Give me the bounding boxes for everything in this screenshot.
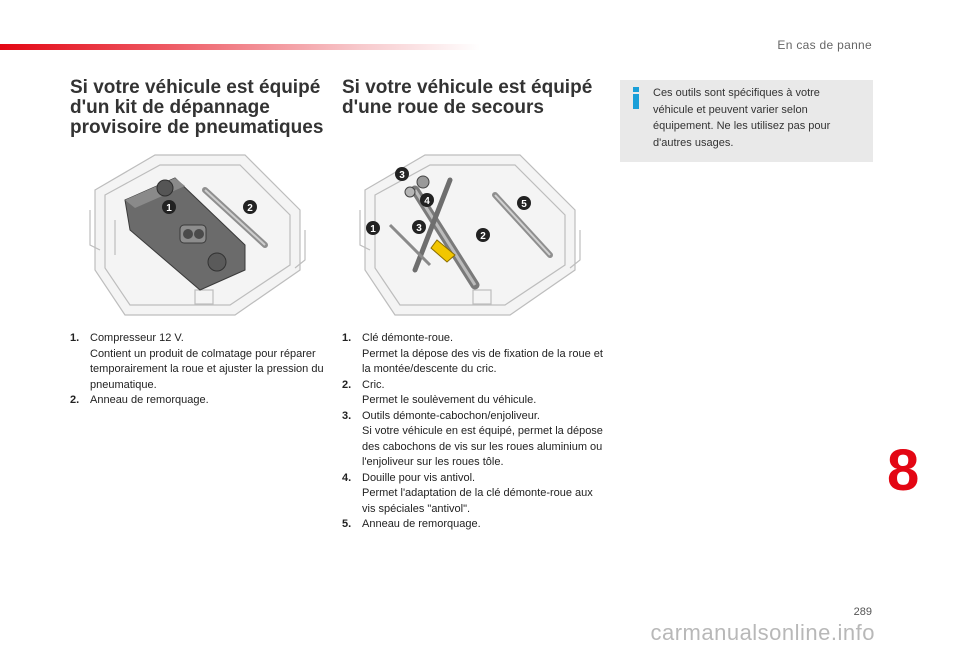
- list-item-text: Cric. Permet le soulèvement du véhicule.: [362, 378, 537, 406]
- callout-label: 2: [480, 231, 486, 242]
- right-item-list: [342, 331, 607, 533]
- watermark-text: carmanualsonline.info: [650, 620, 875, 645]
- list-item-text: Anneau de remorquage.: [90, 394, 209, 406]
- callout-label: 3: [416, 223, 422, 234]
- callout-label: 1: [370, 224, 376, 235]
- list-item-number: 2.: [70, 394, 80, 406]
- left-section-title: Si votre véhicule est équipé d'un kit de dépannage provisoire de pneumatiques: [70, 77, 324, 138]
- callout-label: 2: [247, 203, 253, 214]
- list-item-number: 1.: [70, 332, 80, 344]
- list-item-text: Douille pour vis antivol. Permet l'adaptation de la clé démonte-roue aux vis spéciales "antivol".: [362, 471, 593, 515]
- list-item-text: Clé démonte-roue. Permet la dépose des vis de fixation de la roue et la montée/descente du cric.: [362, 332, 603, 375]
- list-item: [342, 409, 607, 471]
- callout-label: 1: [166, 203, 172, 214]
- list-item-text: Compresseur 12 V. Contient un produit de colmatage pour réparer temporairement la roue et ajuster la pression du pneumatique.: [90, 332, 324, 391]
- chapter-number: 8: [887, 438, 920, 503]
- list-item: [342, 471, 607, 518]
- spare-wheel-tools-illustration: [355, 150, 585, 320]
- list-item-text: Anneau de remorquage.: [362, 518, 481, 530]
- list-item: [70, 331, 330, 393]
- page-number: 289: [853, 606, 872, 618]
- callout-label: 4: [424, 196, 430, 207]
- callout-label: 3: [399, 170, 405, 181]
- list-item-number: 1.: [342, 332, 352, 344]
- info-text: Ces outils sont spécifiques à votre véhicule et peuvent varier selon équipement. Ne les utilisez pas pour d'autres usages.: [653, 87, 831, 149]
- left-item-list: [70, 331, 330, 409]
- list-item: [342, 331, 607, 378]
- right-section-title: Si votre véhicule est équipé d'une roue de secours: [342, 77, 593, 118]
- info-box: [620, 80, 873, 162]
- repair-kit-illustration: [85, 150, 310, 320]
- list-item-number: 2.: [342, 378, 352, 391]
- list-item-number: 5.: [342, 518, 352, 530]
- list-item-number: 4.: [342, 471, 352, 484]
- header-red-bar: [0, 44, 480, 50]
- list-item: [342, 378, 607, 409]
- callout-label: 5: [521, 199, 527, 210]
- list-item-number: 3.: [342, 409, 352, 422]
- section-title: En cas de panne: [777, 38, 872, 52]
- info-icon: [631, 87, 641, 109]
- list-item-text: Outils démonte-cabochon/enjoliveur. Si votre véhicule en est équipé, permet la dépose des cabochons de vis sur les roues aluminium ou l'enjoliveur sur les roues tôle.: [362, 409, 603, 468]
- list-item: [70, 393, 330, 409]
- list-item: [342, 517, 607, 533]
